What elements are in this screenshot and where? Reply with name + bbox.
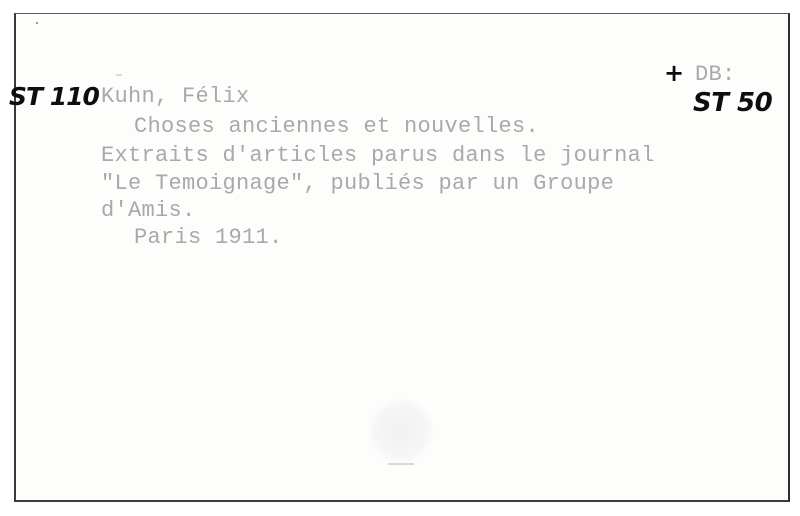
call-number-left: ST 110 <box>9 82 99 111</box>
note-line-2: "Le Temoignage", publiés par un Groupe <box>101 171 615 196</box>
db-marker-label: DB: <box>695 62 736 87</box>
note-line-1: Extraits d'articles parus dans le journal <box>101 143 655 168</box>
imprint-line: Paris 1911. <box>134 225 283 250</box>
db-plus-marker: + <box>664 59 685 87</box>
punch-hole-shadow <box>388 463 414 465</box>
call-number-right: ST 50 <box>693 88 773 118</box>
note-line-3: d'Amis. <box>101 198 196 223</box>
paper-speck <box>116 74 122 76</box>
author-heading: Kuhn, Félix <box>101 84 250 109</box>
title-line: Choses anciennes et nouvelles. <box>134 114 540 139</box>
punch-hole-smudge <box>368 398 434 464</box>
paper-speck <box>36 22 38 24</box>
